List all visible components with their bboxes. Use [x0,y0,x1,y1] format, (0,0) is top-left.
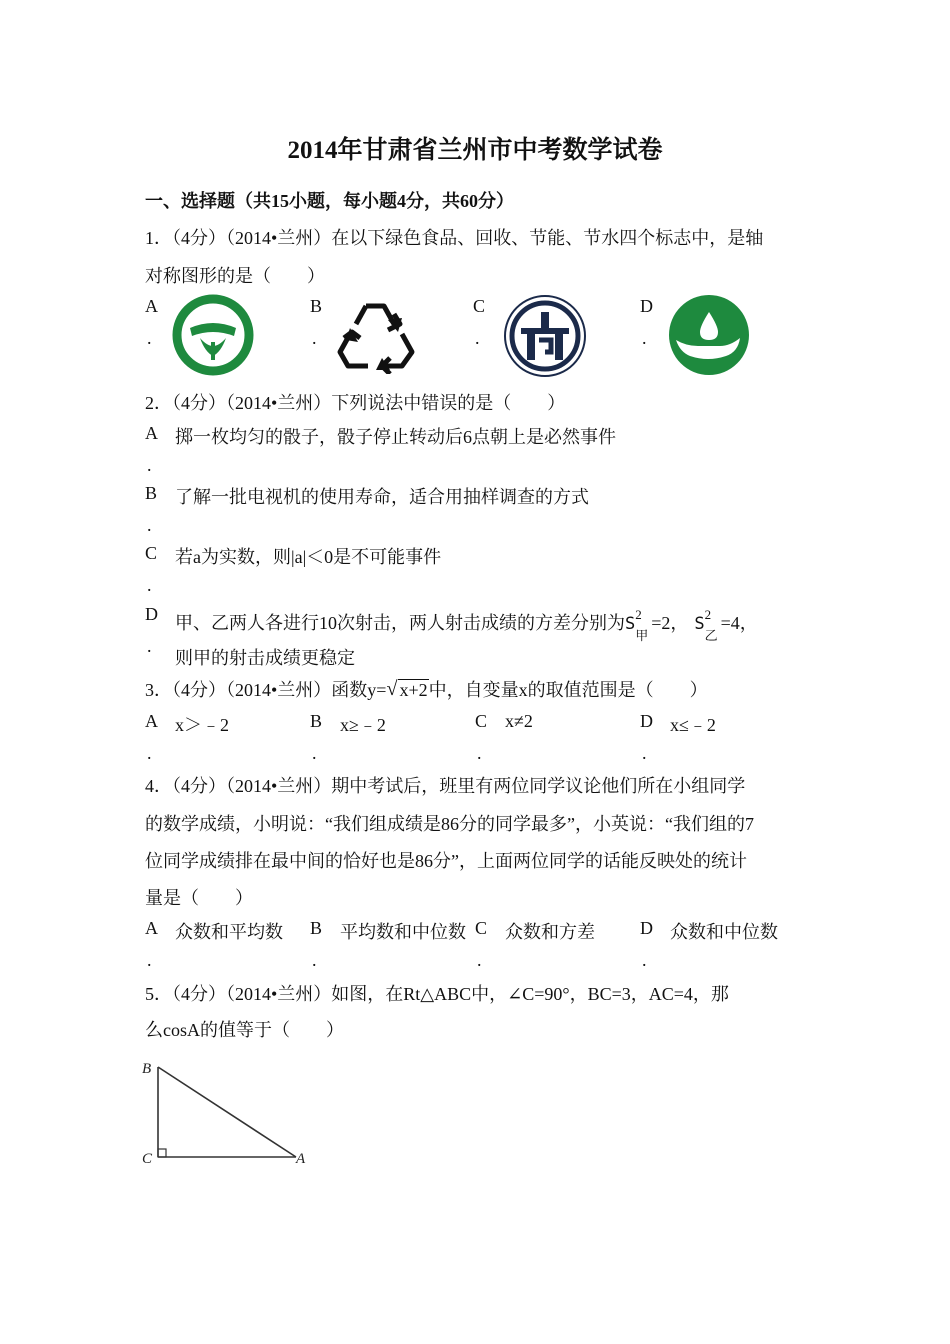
vertex-label-c: C [142,1151,153,1167]
q5-stem-line2: 么cosA的值等于（ ） [145,1020,344,1040]
q3-stem [145,676,708,702]
q1-option-c-dot: . [475,328,480,348]
q4-option-c-dot: . [477,950,482,970]
q3-option-b-dot: . [312,743,317,763]
q2-stem: 2．（4分）（2014•兰州）下列说法中错误的是（ ） [145,393,566,413]
q4-stem-line4: 量是（ ） [145,888,253,908]
q4-option-b-dot: . [312,950,317,970]
variance-sub-yi: 乙 [704,628,718,643]
recycle-logo-icon [336,296,418,374]
q4-option-d-text: 众数和中位数 [670,922,778,942]
q2-option-d-text-part1: 甲、乙两人各进行10次射击，两人射击成绩的方差分别为 [175,613,625,633]
q3-option-c-dot: . [477,743,482,763]
q2-option-d-text [175,607,758,643]
vertex-label-b: B [142,1061,152,1077]
section-heading: 一、选择题（共15小题，每小题4分，共60分） [145,191,514,211]
q1-option-d-letter: D [640,296,653,316]
q1-option-a-letter: A [145,296,158,316]
q2-option-a-text: 掷一枚均匀的骰子，骰子停止转动后6点朝上是必然事件 [175,427,616,447]
q1-stem-line1: 1．（4分）（2014•兰州）在以下绿色食品、回收、节能、节水四个标志中，是轴 [145,228,764,248]
sqrt-icon: √ [386,678,398,700]
q4-option-b-text: 平均数和中位数 [340,922,466,942]
q2-option-c-dot: . [147,575,152,595]
q4-option-d-letter: D [640,918,653,938]
q2-option-b-dot: . [147,515,152,535]
right-triangle-figure [138,1055,318,1170]
q4-option-c-letter: C [475,918,488,938]
q3-option-d-letter: D [640,711,653,731]
q3-option-b-text: x≥﹣2 [340,715,386,735]
green-food-logo-icon [172,294,254,376]
sqrt-radicand: x+2 [399,680,428,700]
q1-option-a-dot: . [147,328,152,348]
variance-symbol-yi: S [694,614,705,634]
q1-option-b-dot: . [312,328,317,348]
q1-option-d-dot: . [642,328,647,348]
q3-option-a-dot: . [147,743,152,763]
water-saving-logo-icon [668,294,750,376]
variance-value-yi: =4， [720,613,758,633]
energy-saving-logo-icon [503,294,587,378]
q3-option-d-dot: . [642,743,647,763]
variance-sup-yi: 2 [704,607,712,622]
q5-stem-line1: 5．（4分）（2014•兰州）如图，在Rt△ABC中，∠C=90°，BC=3，AC=4，那 [145,984,729,1004]
q2-option-c-text: 若a为实数，则|a|＜0是不可能事件 [175,547,442,567]
q2-option-d-dot: . [147,636,152,656]
vertex-label-a: A [296,1151,306,1167]
q3-stem-post: 中，自变量x的取值范围是（ ） [428,680,708,700]
q3-option-a-text: x＞﹣2 [175,715,229,735]
variance-sup-jia: 2 [635,607,642,622]
variance-symbol-jia: S [625,614,636,634]
q2-option-b-letter: B [145,483,158,503]
q4-stem-line2: 的数学成绩，小明说：“我们组成绩是86分的同学最多”，小英说：“我们组的7 [145,814,754,834]
q2-option-a-dot: . [147,455,152,475]
sqrt-expression [386,680,428,701]
q1-option-b-letter: B [310,296,323,316]
right-angle-marker [158,1149,166,1157]
q3-option-a-letter: A [145,711,158,731]
variance-value-jia: =2， [651,613,689,633]
page-title: 2014年甘肃省兰州市中考数学试卷 [287,137,663,164]
q1-stem-line2: 对称图形的是（ ） [145,266,325,286]
q2-option-c-letter: C [145,543,158,563]
q4-option-a-text: 众数和平均数 [175,922,283,942]
q4-option-d-dot: . [642,950,647,970]
q3-stem-pre: 3．（4分）（2014•兰州）函数y= [145,680,387,700]
q3-option-c-letter: C [475,711,488,731]
q2-option-b-text: 了解一批电视机的使用寿命，适合用抽样调查的方式 [175,487,589,507]
q4-stem-line3: 位同学成绩排在最中间的恰好也是86分”，上面两位同学的话能反映处的统计 [145,851,747,871]
q1-option-c-letter: C [473,296,486,316]
q2-option-a-letter: A [145,423,158,443]
variance-sub-jia: 甲 [635,628,649,643]
q4-option-b-letter: B [310,918,323,938]
q3-option-b-letter: B [310,711,323,731]
q4-option-a-letter: A [145,918,158,938]
q4-option-a-dot: . [147,950,152,970]
q4-option-c-text: 众数和方差 [505,922,595,942]
triangle-side-ab [158,1067,296,1157]
q4-stem-line1: 4．（4分）（2014•兰州）期中考试后，班里有两位同学议论他们所在小组同学 [145,776,746,796]
q2-option-d-letter: D [145,604,158,624]
q2-option-d-text-line2: 则甲的射击成绩更稳定 [175,648,355,668]
q3-option-d-text: x≤﹣2 [670,715,716,735]
q3-option-c-text: x≠2 [505,711,533,731]
